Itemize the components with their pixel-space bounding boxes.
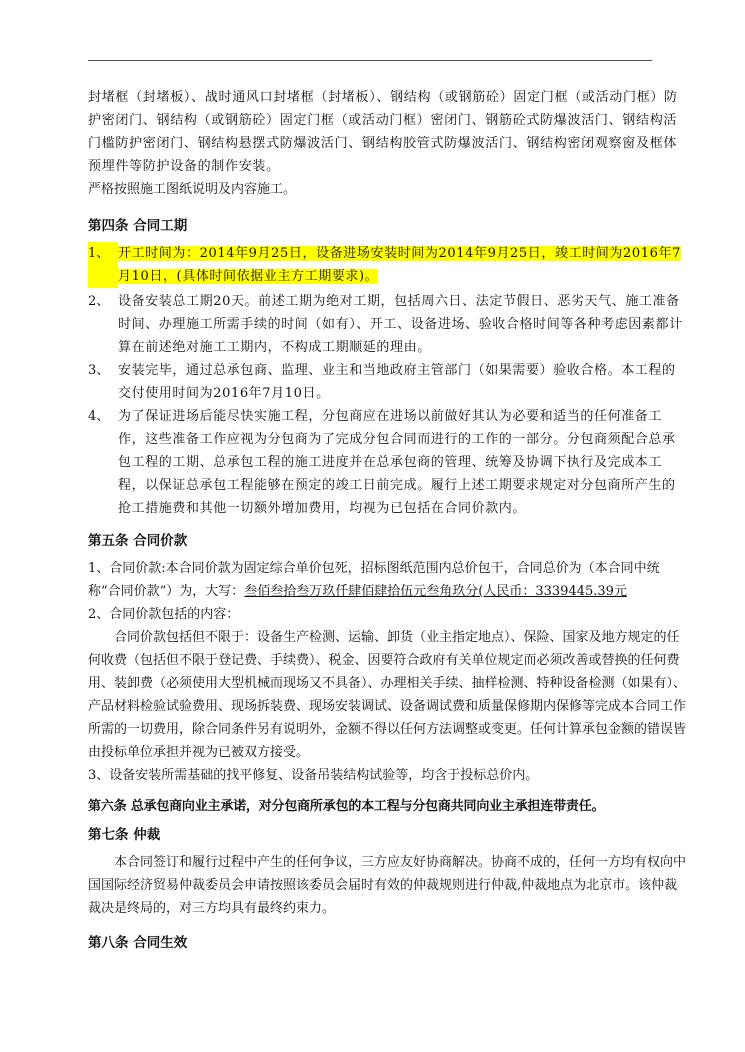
art5-p2: 2、合同价款包括的内容： xyxy=(88,607,240,622)
art4-item-3-text: 安装完毕，通过总承包商、监理、业主和当地政府主管部门（如果需要）验收合格。本工程的交付使用时间为2016年7月10日。 xyxy=(118,363,676,401)
art6-text: 第六条 总承包商向业主承诺，对分包商所承包的本工程与分包商共同向业主承担连带责任。 xyxy=(88,799,605,814)
art5-p4: 3、设备安装所需基础的找平修复、设备吊装结构试验等，均含于投标总价内。 xyxy=(88,768,539,783)
art7-text: 本合同签订和履行过程中产生的任何争议，三方应友好协商解决。协商不成的，任何一方均有权向中国国际经济贸易仲裁委员会申请按照该委员会届时有效的仲裁规则进行仲裁,仲裁地点为北京市。该仲裁裁决是终局的，对三方均具有最终约束力。 xyxy=(88,855,687,916)
art5-p1-prefix: 1、合同价款:本合同价款为固定综合单价包死，招标图纸范围内总价包干，合同总价为（本合同中统称“合同价款”）为，大写： xyxy=(88,561,660,599)
art4-item-1-num: 1、 xyxy=(88,242,118,288)
art5-p1 xyxy=(88,557,686,603)
art4-item-2-num: 2、 xyxy=(88,294,110,309)
art4-item-3 xyxy=(88,359,686,405)
art4-item-1-text: 开工时间为：2014年9月25日，设备进场安装时间为2014年9月25日，竣工时间为2016年7月10日，(具体时间依据业主方工期要求)。 xyxy=(118,246,681,284)
header-rule xyxy=(88,60,652,61)
art4-item-3-num: 3、 xyxy=(88,363,110,378)
content xyxy=(88,86,686,959)
art4-item-4 xyxy=(88,405,686,520)
art5-p3: 合同价款包括但不限于：设备生产检测、运输、卸货（业主指定地点）、保险、国家及地方规定的任何收费（包括但不限于登记费、手续费）、税金、因要符合政府有关单位规定而必须改善或替换的任何费用、装卸费（必须使用大型机械而现场又不具备）、办理相关手续、抽样检测、特种设备检测（如果有）、产品材料检验试验费用、现场拆装费、现场安装调试、设备调试费和质量保修期内保修等完成本合同工作所需的一切费用，除合同条件另有说明外，金额不得以任何方法调整或变更。任何计算承包金额的错误皆由投标单位承担并视为已被双方接受。 xyxy=(88,630,687,760)
art4-heading: 第四条 合同工期 xyxy=(88,218,188,234)
intro-strict: 严格按照施工图纸说明及内容施工。 xyxy=(88,182,297,197)
art5-heading: 第五条 合同价款 xyxy=(88,533,188,549)
art4-item-1 xyxy=(88,242,686,288)
art4-item-4-num: 4、 xyxy=(88,409,110,424)
art8-heading: 第八条 合同生效 xyxy=(88,935,188,951)
intro-line: 封堵框（封堵板）、战时通风口封堵框（封堵板）、钢结构（或钢筋砼）固定门框（或活动门框）防护密闭门、钢结构（或钢筋砼）固定门框（或活动门框）密闭门、钢筋砼式防爆波活门、钢结构活门槛防护密闭门、钢结构悬摆式防爆波活门、钢结构胶管式防爆波活门、钢结构密闭观察窗及框体预埋件等防护设备的制作安装。 xyxy=(88,90,678,174)
art4-item-4-text: 为了保证进场后能尽快实施工程，分包商应在进场以前做好其认为必要和适当的任何准备工作，这些准备工作应视为分包商为了完成分包合同而进行的工作的一部分。分包商须配合总承包工程的工期、总承包工程的施工进度并在总承包商的管理、统筹及协调下执行及完成本工程，以保证总承包工程能够在预定的竣工日前完成。履行上述工期要求规定对分包商所产生的抢工措施费和其他一切额外增加费用，均视为已包括在合同价款内。 xyxy=(118,409,676,516)
art5-p1-amount: 叁佰叁拾叁万玖仟肆佰肆拾伍元叁角玖分(人民币：3339445.39元 xyxy=(244,584,627,599)
art4-item-2 xyxy=(88,290,686,359)
art7-heading: 第七条 仲裁 xyxy=(88,827,161,843)
art4-item-2-text: 设备安装总工期20天。前述工期为绝对工期，包括周六日、法定节假日、恶劣天气、施工准备时间、办理施工所需手续的时间（如有）、开工、设备进场、验收合格时间等各种考虑因素都计算在前述绝对施工工期内，不构成工期顺延的理由。 xyxy=(118,294,683,355)
